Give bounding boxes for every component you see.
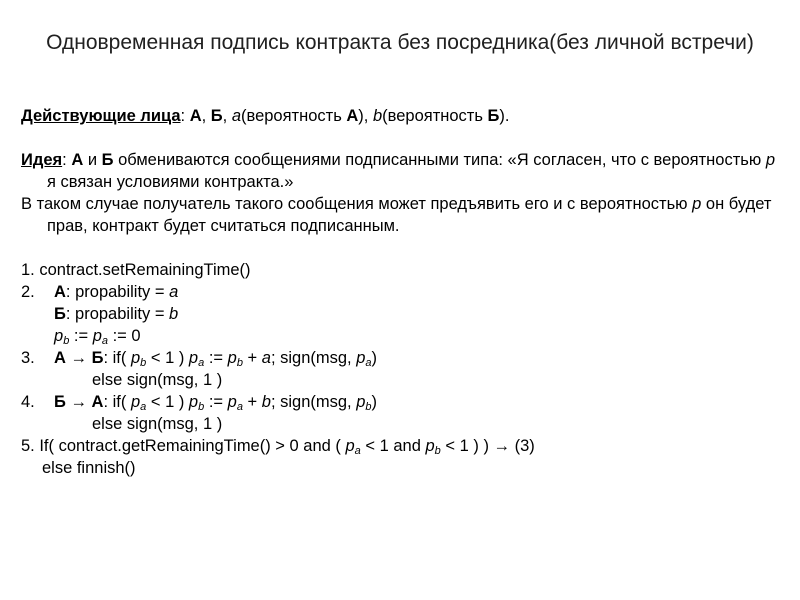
subscript: b bbox=[140, 357, 147, 369]
subscript: a bbox=[354, 445, 361, 457]
idea-colon: : bbox=[62, 151, 72, 169]
actors-colon: : bbox=[180, 107, 190, 125]
assign-op: := bbox=[204, 349, 228, 367]
step-2-a-text: : propability = bbox=[65, 283, 170, 301]
case-text-2: он будет прав, контракт будет считаться подписанным. bbox=[47, 195, 772, 235]
case-text-1: В таком случае получатель такого сообщения может предъявить его и с вероятностью bbox=[21, 195, 693, 213]
step-3-number: 3. bbox=[21, 349, 35, 367]
step-3-direction: А → Б bbox=[54, 349, 104, 367]
var-a-desc-close: ), bbox=[358, 107, 373, 125]
case-paragraph bbox=[21, 193, 781, 237]
actor-b: Б bbox=[210, 107, 223, 125]
slide-title: Одновременная подпись контракта без посредника(без личной встречи) bbox=[46, 31, 754, 54]
step-2-actor-b: Б bbox=[54, 305, 66, 323]
step-4-direction: Б → А bbox=[54, 393, 104, 411]
close-paren: ) bbox=[371, 349, 378, 367]
step-2 bbox=[21, 281, 781, 303]
var-p: p bbox=[356, 349, 366, 367]
subscript: a bbox=[198, 357, 205, 369]
step-5-text-1: 5. If( contract.getRemainingTime() > 0 and ( bbox=[21, 437, 346, 455]
var-p: p bbox=[54, 327, 64, 345]
var-p: p bbox=[188, 393, 199, 411]
step-4-else: else sign(msg, 1 ) bbox=[92, 415, 223, 433]
step-1: 1. contract.setRemainingTime() bbox=[21, 261, 251, 279]
var-p: p bbox=[188, 349, 199, 367]
step-2-init-line bbox=[21, 325, 781, 347]
step-2-a-value: a bbox=[169, 283, 179, 301]
close-paren: ) bbox=[371, 393, 378, 411]
plus-op: + bbox=[242, 349, 262, 367]
idea-label: Идея bbox=[21, 151, 63, 169]
var-b-desc-close: ). bbox=[499, 107, 510, 125]
var-b-desc: (вероятность bbox=[382, 107, 488, 125]
step-2-b-value: b bbox=[169, 305, 179, 323]
step-5-text-2: < 1 and bbox=[360, 437, 426, 455]
assign-zero: := 0 bbox=[108, 327, 141, 345]
step-2-number: 2. bbox=[21, 283, 35, 301]
spacer bbox=[21, 237, 781, 259]
subscript: a bbox=[365, 357, 372, 369]
step-4 bbox=[21, 391, 781, 413]
step-5 bbox=[21, 435, 781, 457]
actors-sep2: , bbox=[222, 107, 232, 125]
actors-line bbox=[21, 105, 781, 127]
subscript-b: b bbox=[63, 335, 70, 347]
var-b-desc-actor: Б bbox=[487, 107, 500, 125]
var-p: p bbox=[345, 437, 355, 455]
step-2-b-line bbox=[21, 303, 781, 325]
actor-a: А bbox=[189, 107, 202, 125]
var-a-desc-actor: А bbox=[346, 107, 359, 125]
step-3-else: else sign(msg, 1 ) bbox=[92, 371, 223, 389]
actors-label: Действующие лица bbox=[21, 107, 181, 125]
idea-text-2: я связан условиями контракта.» bbox=[47, 173, 294, 191]
step-5-text-3: < 1 ) ) → (3) bbox=[440, 437, 535, 455]
var-p: p bbox=[227, 349, 237, 367]
var-b: b bbox=[372, 107, 383, 125]
subscript-a: a bbox=[101, 335, 109, 347]
subscript: b bbox=[434, 445, 441, 457]
idea-actor-b: Б bbox=[101, 151, 114, 169]
step-4-compare: < 1 ) bbox=[146, 393, 189, 411]
idea-var-p: p bbox=[765, 151, 776, 169]
var-p: p bbox=[92, 327, 102, 345]
step-4-number: 4. bbox=[21, 393, 35, 411]
var-b: b bbox=[261, 393, 271, 411]
idea-and: и bbox=[83, 151, 102, 169]
subscript: a bbox=[236, 401, 243, 413]
var-p: p bbox=[130, 349, 141, 367]
var-p: p bbox=[227, 393, 237, 411]
var-a-desc: (вероятность bbox=[241, 107, 347, 125]
idea-paragraph bbox=[21, 149, 781, 193]
step-2-b-text: : propability = bbox=[65, 305, 170, 323]
subscript: a bbox=[140, 401, 147, 413]
var-a: a bbox=[261, 349, 271, 367]
case-var-p: p bbox=[692, 195, 702, 213]
step-5-else: else finnish() bbox=[42, 459, 136, 477]
step-4-if: : if( bbox=[103, 393, 131, 411]
step-3-sign: ; sign(msg, bbox=[270, 349, 357, 367]
plus-op: + bbox=[242, 393, 262, 411]
idea-text-1: обмениваются сообщениями подписанными типа: «Я согласен, что с вероятностью bbox=[113, 151, 766, 169]
var-a: a bbox=[231, 107, 241, 125]
step-3-if: : if( bbox=[103, 349, 131, 367]
step-3-compare: < 1 ) bbox=[146, 349, 189, 367]
step-3 bbox=[21, 347, 781, 369]
var-p: p bbox=[356, 393, 366, 411]
slide-body bbox=[21, 105, 781, 479]
assign-op: := bbox=[204, 393, 228, 411]
spacer bbox=[21, 127, 781, 149]
step-4-sign: ; sign(msg, bbox=[270, 393, 357, 411]
idea-actor-a: А bbox=[71, 151, 84, 169]
subscript: b bbox=[365, 401, 372, 413]
subscript: b bbox=[236, 357, 243, 369]
assign-op: := bbox=[69, 327, 93, 345]
actors-sep1: , bbox=[201, 107, 211, 125]
var-p: p bbox=[130, 393, 141, 411]
var-p: p bbox=[425, 437, 435, 455]
step-2-actor-a: А bbox=[54, 283, 66, 301]
subscript: b bbox=[198, 401, 205, 413]
